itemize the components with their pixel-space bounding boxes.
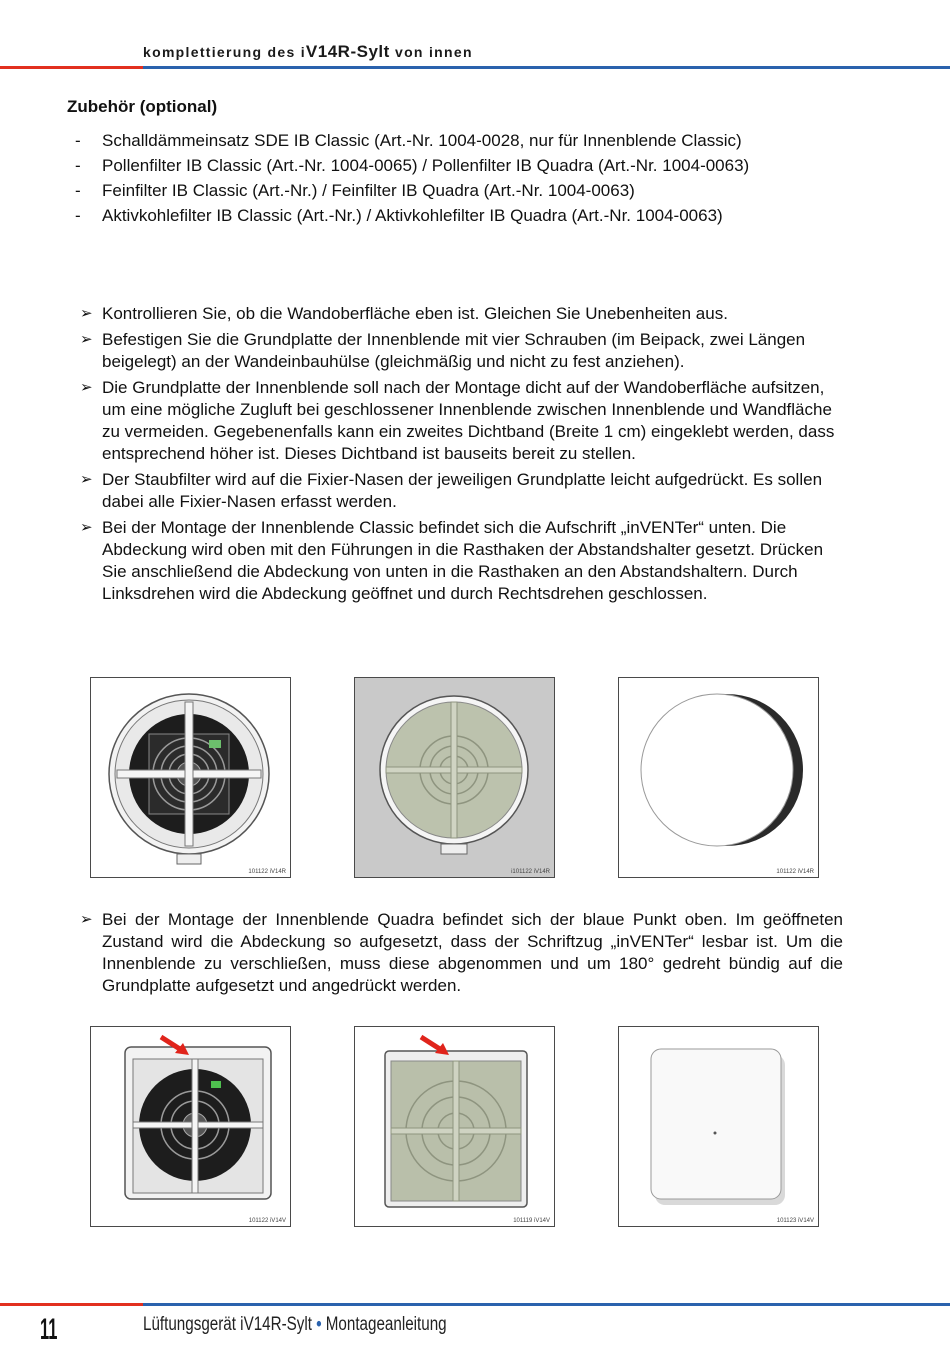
- arrow-bullet-icon: ➢: [80, 911, 93, 928]
- footer-rule-blue: [143, 1303, 950, 1306]
- figure-caption: 101122 iV14R: [776, 869, 814, 875]
- figure-caption: 101122 iV14V: [248, 1218, 286, 1224]
- list-item: [75, 128, 749, 153]
- square-cover-closed-icon: [619, 1027, 818, 1226]
- list-item-text: Bei der Montage der Innenblende Quadra befindet sich der blaue Punkt oben. Im geöffneten Zustand wird die Abdeckung so aufgesetzt, dass der Schriftzug „inVENTer“ lesbar ist. Um die Innenblende zu verschließen, muss diese abgenommen und um 180° gedreht bündig auf die Grundplatte aufgesetzt und angedrückt werden.: [102, 910, 843, 995]
- list-item: [80, 469, 843, 513]
- list-item-text: Aktivkohlefilter IB Classic (Art.-Nr.) / Aktivkohlefilter IB Quadra (Art.-Nr. 1004-0063): [102, 206, 723, 225]
- dash-bullet: -: [75, 206, 81, 225]
- instruction-list: [80, 303, 843, 609]
- arrow-bullet-icon: ➢: [80, 331, 93, 348]
- list-item-text: Bei der Montage der Innenblende Classic befindet sich die Aufschrift „inVENTer“ unten. Die Abdeckung wird oben mit den Führungen in die Rasthaken der Abstandshalter gesetzt. Drücken Sie anschließend die Abdeckung von unten in die Rasthaken an den Abstandshaltern. Durch Linksdrehen wird die Abdeckung geöffnet und durch Rechtsdrehen geschlossen.: [102, 518, 824, 603]
- instruction-list-quadra: [80, 909, 843, 1001]
- footer-title: [143, 1314, 447, 1336]
- arrow-bullet-icon: ➢: [80, 519, 93, 536]
- figure-round-cover-closed: [618, 677, 819, 878]
- arrow-bullet-icon: ➢: [80, 471, 93, 488]
- dash-bullet: -: [75, 156, 81, 175]
- dash-bullet: -: [75, 131, 81, 150]
- list-item: [80, 517, 843, 605]
- figure-caption: 101119 iV14V: [513, 1218, 550, 1224]
- figure-square-cover-closed: [618, 1026, 819, 1227]
- figure-round-baseplate-filter: [354, 677, 555, 878]
- running-header: [143, 42, 473, 62]
- page-number: 11: [40, 1313, 58, 1346]
- accessories-heading: Zubehör (optional): [67, 97, 218, 116]
- figure-caption: i101122 iV14R: [511, 869, 550, 875]
- arrow-bullet-icon: ➢: [80, 379, 93, 396]
- header-title-post: von innen: [389, 44, 473, 60]
- figure-caption: 101123 iV14V: [776, 1218, 814, 1224]
- footer-separator: •: [316, 1314, 322, 1335]
- dash-bullet: -: [75, 181, 81, 200]
- list-item: [75, 178, 749, 203]
- footer-model: V14R-Sylt: [243, 1314, 312, 1335]
- footer-text-post: Montageanleitung: [325, 1314, 447, 1335]
- figure-square-baseplate-fan: [90, 1026, 291, 1227]
- list-item-text: Feinfilter IB Classic (Art.-Nr.) / Feinfilter IB Quadra (Art.-Nr. 1004-0063): [102, 181, 635, 200]
- square-baseplate-fan-icon: [91, 1027, 290, 1226]
- header-title-pre: komplettierung des i: [143, 44, 306, 60]
- round-baseplate-filter-icon: [355, 678, 554, 877]
- list-item: [75, 153, 749, 178]
- round-cover-closed-icon: [619, 678, 818, 877]
- list-item: [80, 377, 843, 465]
- header-model: V14R-Sylt: [305, 42, 390, 61]
- figure-caption: 101122 iV14R: [248, 869, 286, 875]
- list-item: [80, 303, 843, 325]
- list-item: [80, 909, 843, 997]
- list-item-text: Schalldämmeinsatz SDE IB Classic (Art.-Nr. 1004-0028, nur für Innenblende Classic): [102, 131, 742, 150]
- square-baseplate-filter-icon: [355, 1027, 554, 1226]
- list-item-text: Die Grundplatte der Innenblende soll nach der Montage dicht auf der Wandoberfläche aufsitzen, um eine mögliche Zugluft bei geschlossener Innenblende zwischen Innenblende und Wandfläche zu vermeiden. Gegebenenfalls kann ein zweites Dichtband (Breite 1 cm) eingeklebt werden, dass entsprechend höher ist. Dieses Dichtband ist bauseits bereit zu stellen.: [102, 378, 835, 463]
- round-baseplate-fan-icon: [91, 678, 290, 877]
- header-rule-blue: [143, 66, 950, 69]
- list-item-text: Der Staubfilter wird auf die Fixier-Nasen der jeweiligen Grundplatte leicht aufgedrückt. Es sollen dabei alle Fixier-Nasen erfasst werden.: [102, 470, 823, 511]
- list-item-text: Befestigen Sie die Grundplatte der Innenblende mit vier Schrauben (im Beipack, zwei Längen beigelegt) an der Wandeinbauhülse (gleichmäßig und nicht zu fest anziehen).: [102, 330, 806, 371]
- list-item-text: Pollenfilter IB Classic (Art.-Nr. 1004-0065) / Pollenfilter IB Quadra (Art.-Nr. 1004-0063): [102, 156, 750, 175]
- figure-square-baseplate-filter: [354, 1026, 555, 1227]
- footer-text-pre: Lüftungsgerät i: [143, 1314, 244, 1335]
- figure-round-baseplate-fan: [90, 677, 291, 878]
- header-rule-red: [0, 66, 143, 69]
- accessories-list: [75, 128, 749, 228]
- list-item-text: Kontrollieren Sie, ob die Wandoberfläche eben ist. Gleichen Sie Unebenheiten aus.: [102, 304, 728, 323]
- list-item: [75, 203, 749, 228]
- arrow-bullet-icon: ➢: [80, 305, 93, 322]
- footer-rule-red: [0, 1303, 143, 1306]
- list-item: [80, 329, 843, 373]
